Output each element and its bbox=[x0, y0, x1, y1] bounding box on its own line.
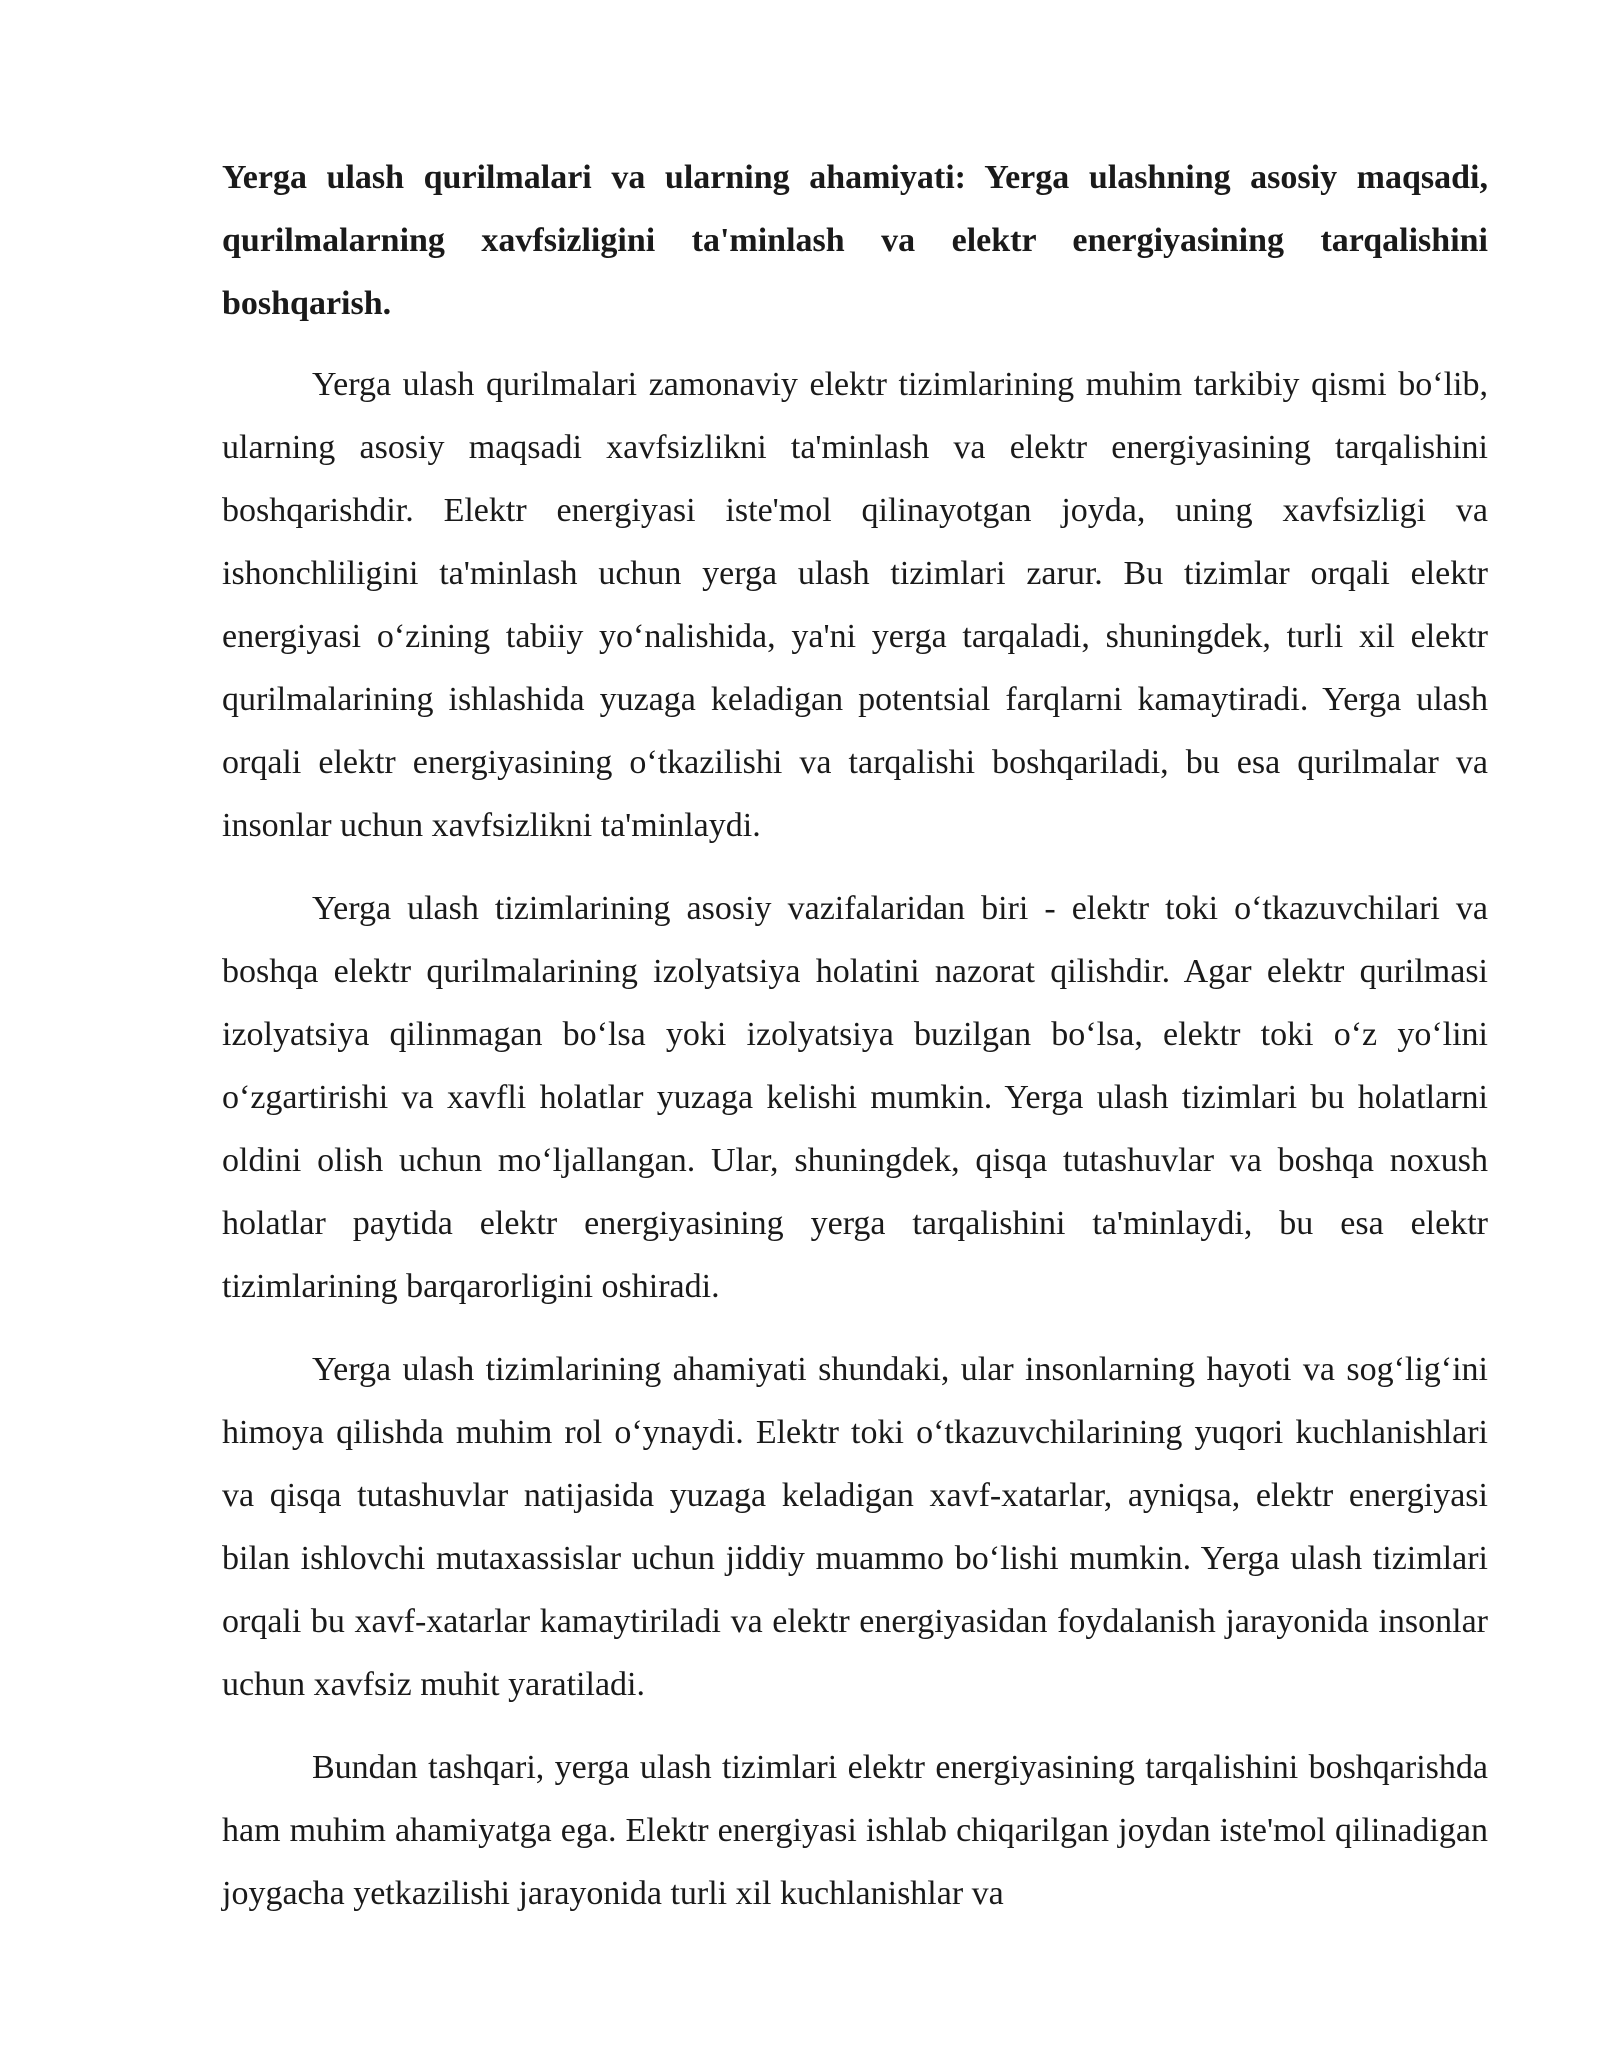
document-heading: Yerga ulash qurilmalari va ularning ahamiyati: Yerga ulashning asosiy maqsadi, qurilmalarning xavfsizligini ta'minlash va elektr energiyasining tarqalishini boshqarish. bbox=[222, 159, 1488, 322]
paragraph-1: Yerga ulash qurilmalari zamonaviy elektr tizimlarining muhim tarkibiy qismi bo‘lib, ularning asosiy maqsadi xavfsizlikni ta'minlash va elektr energiyasining tarqalishini boshqarishdir. Elektr energiyasi iste'mol qilinayotgan joyda, uning xavfsizligi va ishonchliligini ta'minlash uchun yerga ulash tizimlari zarur. Bu tizimlar orqali elektr energiyasi o‘zining tabiiy yo‘nalishida, ya'ni yerga tarqaladi, shuningdek, turli xil elektr qurilmalarining ishlashida yuzaga keladigan potentsial farqlarni kamaytiradi. Yerga ulash orqali elektr energiyasining o‘tkazilishi va tarqalishi boshqariladi, bu esa qurilmalar va insonlar uchun xavfsizlikni ta'minlaydi. bbox=[222, 366, 1488, 844]
paragraph-4: Bundan tashqari, yerga ulash tizimlari elektr energiyasining tarqalishini boshqarishda ham muhim ahamiyatga ega. Elektr energiyasi ishlab chiqarilgan joydan iste'mol qilinadigan joygacha yetkazilishi jarayonida turli xil kuchlanishlar va bbox=[222, 1749, 1488, 1912]
paragraph-2: Yerga ulash tizimlarining asosiy vazifalaridan biri - elektr toki o‘tkazuvchilari va boshqa elektr qurilmalarining izolyatsiya holatini nazorat qilishdir. Agar elektr qurilmasi izolyatsiya qilinmagan bo‘lsa yoki izolyatsiya buzilgan bo‘lsa, elektr toki o‘z yo‘lini o‘zgartirishi va xavfli holatlar yuzaga kelishi mumkin. Yerga ulash tizimlari bu holatlarni oldini olish uchun mo‘ljallangan. Ular, shuningdek, qisqa tutashuvlar va boshqa noxush holatlar paytida elektr energiyasining yerga tarqalishini ta'minlaydi, bu esa elektr tizimlarining barqarorligini oshiradi. bbox=[222, 890, 1488, 1305]
paragraph-3: Yerga ulash tizimlarining ahamiyati shundaki, ular insonlarning hayoti va sog‘lig‘ini himoya qilishda muhim rol o‘ynaydi. Elektr toki o‘tkazuvchilarining yuqori kuchlanishlari va qisqa tutashuvlar natijasida yuzaga keladigan xavf-xatarlar, ayniqsa, elektr energiyasi bilan ishlovchi mutaxassislar uchun jiddiy muammo bo‘lishi mumkin. Yerga ulash tizimlari orqali bu xavf-xatarlar kamaytiriladi va elektr energiyasidan foydalanish jarayonida insonlar uchun xavfsiz muhit yaratiladi. bbox=[222, 1351, 1488, 1703]
document-page bbox=[222, 146, 1488, 1945]
